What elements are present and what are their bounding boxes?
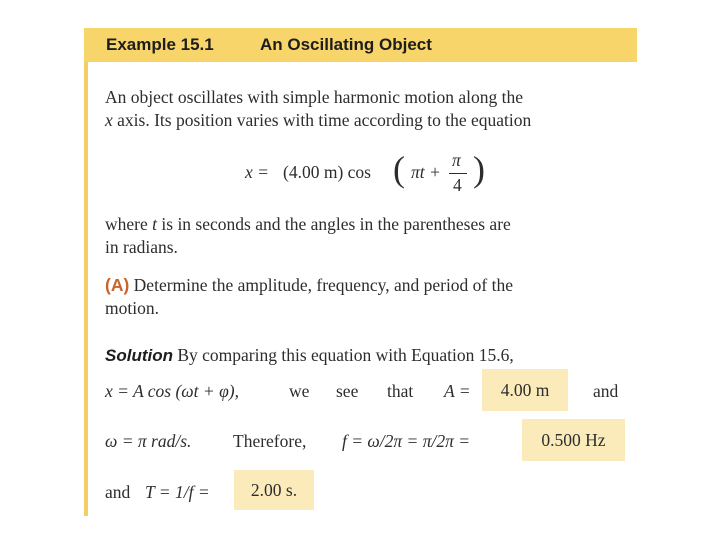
- where-var-t: t: [152, 214, 158, 234]
- example-title: An Oscillating Object: [260, 35, 432, 54]
- where-paragraph: [105, 213, 625, 259]
- eq-fraction-bar: [449, 173, 467, 174]
- eq-denominator: 4: [453, 175, 462, 195]
- eq-argument: πt +: [411, 162, 441, 182]
- where-suffix: is in seconds and the angles in the parentheses are: [157, 214, 511, 234]
- amplitude-symbol: A =: [444, 381, 471, 401]
- where-prefix: where: [105, 214, 153, 234]
- part-a-line-2: motion.: [105, 298, 159, 318]
- amplitude-answer: 4.00 m: [482, 369, 568, 411]
- word-that: that: [387, 381, 414, 401]
- period-answer: 2.00 s.: [234, 470, 314, 510]
- word-see: see: [336, 381, 359, 401]
- eq-left-paren: (: [393, 149, 405, 189]
- eq-lhs: x =: [245, 162, 269, 182]
- eq-right-paren: ): [473, 149, 485, 189]
- part-a-question: Determine the amplitude, frequency, and period of the: [129, 275, 514, 295]
- word-therefore: Therefore,: [233, 431, 307, 451]
- solution-label: Solution: [105, 346, 173, 365]
- example-header: [84, 28, 637, 62]
- eq-numerator: π: [452, 150, 461, 170]
- frequency-answer: 0.500 Hz: [522, 419, 625, 461]
- angular-frequency: ω = π rad/s.: [105, 431, 192, 451]
- part-a-paragraph: [105, 274, 625, 320]
- intro-line-1: An object oscillates with simple harmonic motion along the: [105, 87, 523, 107]
- eq-amplitude: (4.00 m) cos: [283, 162, 371, 182]
- period-expression: T = 1/f =: [145, 482, 210, 502]
- shm-general-equation: x = A cos (ωt + φ),: [105, 381, 239, 401]
- intro-line-2-text: axis. Its position varies with time according to the equation: [112, 110, 532, 130]
- solution-line-1: [105, 344, 625, 367]
- left-accent-rule: [84, 28, 88, 516]
- word-and-period: and: [105, 482, 131, 502]
- part-a-tag: (A): [105, 275, 130, 295]
- word-and: and: [593, 381, 619, 401]
- where-line-2: in radians.: [105, 237, 178, 257]
- intro-var-x: x: [105, 110, 113, 130]
- frequency-expression: f = ω/2π = π/2π =: [342, 431, 471, 451]
- part-a-line-1: [105, 274, 625, 297]
- example-number: Example 15.1: [106, 35, 214, 54]
- intro-paragraph: [105, 86, 625, 132]
- word-we: we: [289, 381, 310, 401]
- intro-line-2: [105, 109, 625, 132]
- solution-intro: By comparing this equation with Equation 15.6,: [172, 345, 514, 365]
- where-line-1: [105, 213, 625, 236]
